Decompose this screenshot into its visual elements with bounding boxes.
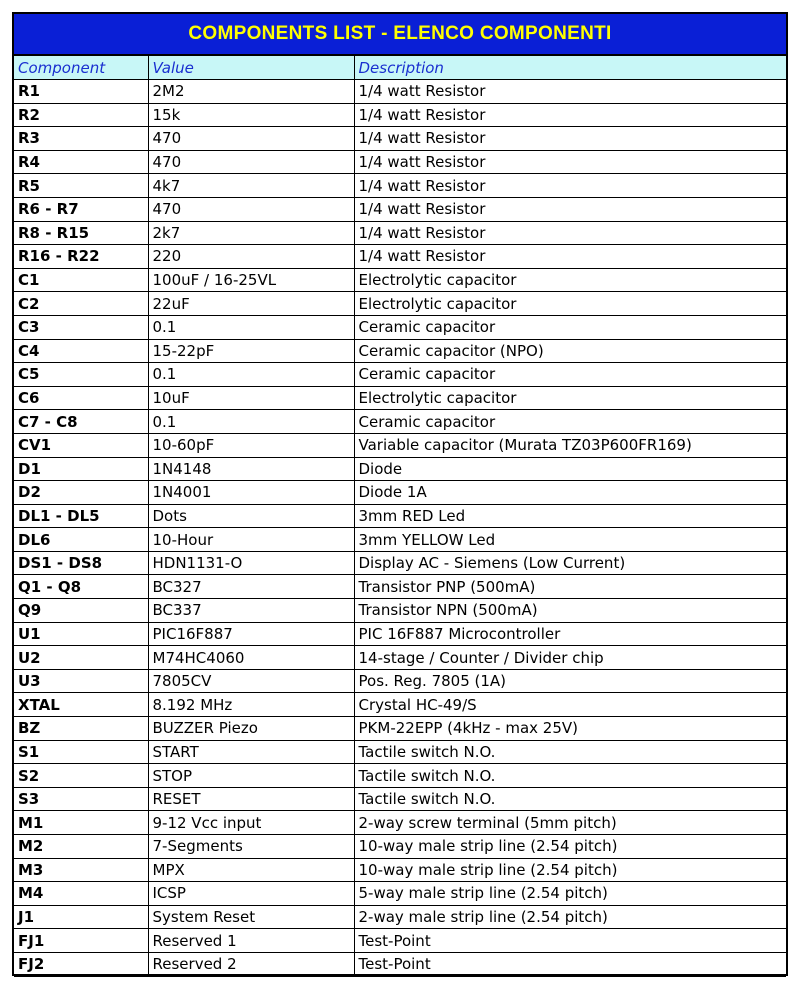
table-row	[14, 599, 786, 623]
cell-component: D2	[14, 481, 148, 505]
cell-value: 2k7	[148, 221, 354, 245]
table-row	[14, 905, 786, 929]
cell-description: 10-way male strip line (2.54 pitch)	[354, 858, 786, 882]
cell-component: S3	[14, 787, 148, 811]
table-row	[14, 80, 786, 104]
cell-description: 1/4 watt Resistor	[354, 245, 786, 269]
cell-value: 0.1	[148, 315, 354, 339]
cell-description: Diode	[354, 457, 786, 481]
cell-component: U1	[14, 622, 148, 646]
cell-description: Electrolytic capacitor	[354, 386, 786, 410]
cell-component: M4	[14, 882, 148, 906]
cell-component: J1	[14, 905, 148, 929]
table-row	[14, 292, 786, 316]
cell-description: 2-way male strip line (2.54 pitch)	[354, 905, 786, 929]
cell-component: DS1 - DS8	[14, 551, 148, 575]
cell-value: STOP	[148, 764, 354, 788]
cell-description: PKM-22EPP (4kHz - max 25V)	[354, 717, 786, 741]
table-row	[14, 622, 786, 646]
table-row	[14, 669, 786, 693]
table-row	[14, 740, 786, 764]
header-row	[14, 56, 786, 80]
cell-value: Reserved 1	[148, 929, 354, 953]
cell-component: CV1	[14, 433, 148, 457]
cell-description: 1/4 watt Resistor	[354, 150, 786, 174]
table-row	[14, 363, 786, 387]
cell-component: DL6	[14, 528, 148, 552]
cell-component: U3	[14, 669, 148, 693]
cell-component: M1	[14, 811, 148, 835]
cell-description: Transistor PNP (500mA)	[354, 575, 786, 599]
table-row	[14, 433, 786, 457]
table-row	[14, 835, 786, 859]
cell-description: Ceramic capacitor	[354, 315, 786, 339]
cell-value: Reserved 2	[148, 952, 354, 976]
cell-component: FJ1	[14, 929, 148, 953]
cell-value: 0.1	[148, 363, 354, 387]
table-row	[14, 575, 786, 599]
cell-description: 10-way male strip line (2.54 pitch)	[354, 835, 786, 859]
table-row	[14, 481, 786, 505]
cell-value: 7-Segments	[148, 835, 354, 859]
table-row	[14, 339, 786, 363]
cell-value: 15k	[148, 103, 354, 127]
cell-description: Test-Point	[354, 952, 786, 976]
cell-value: RESET	[148, 787, 354, 811]
cell-component: Q1 - Q8	[14, 575, 148, 599]
cell-component: M2	[14, 835, 148, 859]
cell-component: R2	[14, 103, 148, 127]
cell-component: R8 - R15	[14, 221, 148, 245]
cell-description: Tactile switch N.O.	[354, 740, 786, 764]
table-row	[14, 410, 786, 434]
cell-description: Electrolytic capacitor	[354, 268, 786, 292]
table-row	[14, 386, 786, 410]
cell-component: BZ	[14, 717, 148, 741]
cell-component: C5	[14, 363, 148, 387]
cell-component: U2	[14, 646, 148, 670]
cell-value: 2M2	[148, 80, 354, 104]
cell-value: 8.192 MHz	[148, 693, 354, 717]
cell-component: Q9	[14, 599, 148, 623]
cell-description: 1/4 watt Resistor	[354, 80, 786, 104]
cell-description: Electrolytic capacitor	[354, 292, 786, 316]
table-body	[14, 80, 786, 977]
cell-description: 14-stage / Counter / Divider chip	[354, 646, 786, 670]
cell-description: Tactile switch N.O.	[354, 787, 786, 811]
cell-value: 7805CV	[148, 669, 354, 693]
table-row	[14, 929, 786, 953]
table-row	[14, 127, 786, 151]
cell-value: START	[148, 740, 354, 764]
cell-value: BUZZER Piezo	[148, 717, 354, 741]
header-value: Value	[148, 56, 354, 80]
table-row	[14, 551, 786, 575]
cell-value: BC337	[148, 599, 354, 623]
cell-value: 220	[148, 245, 354, 269]
table-row	[14, 717, 786, 741]
cell-description: PIC 16F887 Microcontroller	[354, 622, 786, 646]
cell-value: 15-22pF	[148, 339, 354, 363]
cell-description: 3mm RED Led	[354, 504, 786, 528]
cell-component: C2	[14, 292, 148, 316]
cell-value: 22uF	[148, 292, 354, 316]
cell-value: 1N4001	[148, 481, 354, 505]
cell-description: 1/4 watt Resistor	[354, 197, 786, 221]
cell-value: 470	[148, 150, 354, 174]
cell-description: 1/4 watt Resistor	[354, 221, 786, 245]
header-description: Description	[354, 56, 786, 80]
cell-description: Diode 1A	[354, 481, 786, 505]
cell-component: C3	[14, 315, 148, 339]
cell-description: Variable capacitor (Murata TZ03P600FR169)	[354, 433, 786, 457]
cell-component: R16 - R22	[14, 245, 148, 269]
cell-value: 10-Hour	[148, 528, 354, 552]
components-list-frame	[12, 12, 788, 976]
table-row	[14, 811, 786, 835]
cell-component: D1	[14, 457, 148, 481]
table-row	[14, 315, 786, 339]
table-row	[14, 646, 786, 670]
cell-description: 1/4 watt Resistor	[354, 103, 786, 127]
cell-component: M3	[14, 858, 148, 882]
table-row	[14, 764, 786, 788]
cell-description: 5-way male strip line (2.54 pitch)	[354, 882, 786, 906]
cell-description: Ceramic capacitor	[354, 363, 786, 387]
table-row	[14, 457, 786, 481]
table-row	[14, 693, 786, 717]
cell-value: M74HC4060	[148, 646, 354, 670]
cell-value: 4k7	[148, 174, 354, 198]
cell-component: R5	[14, 174, 148, 198]
table-row	[14, 221, 786, 245]
cell-component: R6 - R7	[14, 197, 148, 221]
cell-component: C4	[14, 339, 148, 363]
cell-description: Transistor NPN (500mA)	[354, 599, 786, 623]
cell-value: 0.1	[148, 410, 354, 434]
table-row	[14, 858, 786, 882]
cell-component: C6	[14, 386, 148, 410]
cell-component: R3	[14, 127, 148, 151]
cell-value: ICSP	[148, 882, 354, 906]
table-row	[14, 952, 786, 976]
cell-description: Display AC - Siemens (Low Current)	[354, 551, 786, 575]
cell-value: 10uF	[148, 386, 354, 410]
cell-value: 10-60pF	[148, 433, 354, 457]
cell-value: 470	[148, 197, 354, 221]
table-row	[14, 150, 786, 174]
cell-component: R1	[14, 80, 148, 104]
components-table	[14, 56, 786, 977]
cell-component: C1	[14, 268, 148, 292]
cell-description: Tactile switch N.O.	[354, 764, 786, 788]
table-row	[14, 882, 786, 906]
table-row	[14, 174, 786, 198]
cell-description: Crystal HC-49/S	[354, 693, 786, 717]
cell-component: XTAL	[14, 693, 148, 717]
page-title: COMPONENTS LIST - ELENCO COMPONENTI	[14, 14, 786, 56]
cell-description: Ceramic capacitor (NPO)	[354, 339, 786, 363]
table-row	[14, 787, 786, 811]
cell-description: 1/4 watt Resistor	[354, 127, 786, 151]
cell-value: BC327	[148, 575, 354, 599]
cell-component: FJ2	[14, 952, 148, 976]
cell-description: 3mm YELLOW Led	[354, 528, 786, 552]
cell-value: 1N4148	[148, 457, 354, 481]
cell-component: R4	[14, 150, 148, 174]
table-row	[14, 268, 786, 292]
cell-value: System Reset	[148, 905, 354, 929]
table-row	[14, 103, 786, 127]
table-row	[14, 504, 786, 528]
table-row	[14, 245, 786, 269]
cell-component: C7 - C8	[14, 410, 148, 434]
header-component: Component	[14, 56, 148, 80]
cell-value: 100uF / 16-25VL	[148, 268, 354, 292]
cell-value: MPX	[148, 858, 354, 882]
cell-component: S2	[14, 764, 148, 788]
cell-value: 9-12 Vcc input	[148, 811, 354, 835]
table-row	[14, 197, 786, 221]
table-row	[14, 528, 786, 552]
table-header	[14, 56, 786, 80]
cell-value: HDN1131-O	[148, 551, 354, 575]
cell-description: 2-way screw terminal (5mm pitch)	[354, 811, 786, 835]
cell-description: Test-Point	[354, 929, 786, 953]
cell-description: Ceramic capacitor	[354, 410, 786, 434]
cell-value: 470	[148, 127, 354, 151]
cell-description: Pos. Reg. 7805 (1A)	[354, 669, 786, 693]
cell-value: PIC16F887	[148, 622, 354, 646]
cell-description: 1/4 watt Resistor	[354, 174, 786, 198]
cell-component: S1	[14, 740, 148, 764]
cell-value: Dots	[148, 504, 354, 528]
cell-component: DL1 - DL5	[14, 504, 148, 528]
